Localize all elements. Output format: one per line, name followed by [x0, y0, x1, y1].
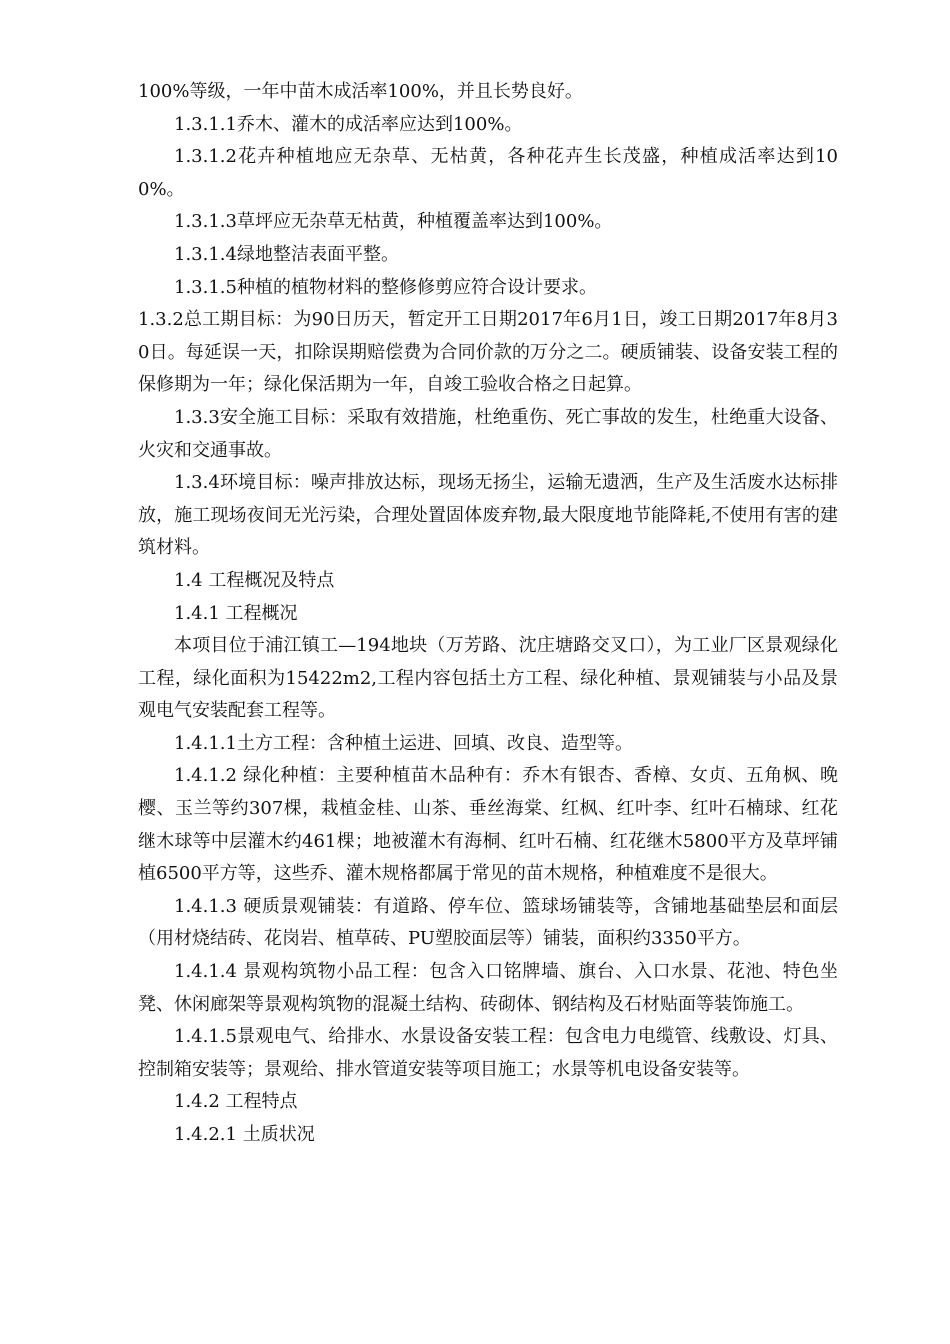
section-heading-1-4-2: 1.4.2 工程特点 [174, 1091, 298, 1113]
paragraph-1-3-3: 1.3.3安全施工目标：采取有效措施，杜绝重伤、死亡事故的发生，杜绝重大设备、火灾和交通事故。 [138, 406, 838, 461]
paragraph-1-3-1-1: 1.3.1.1乔木、灌木的成活率应达到100%。 [174, 113, 523, 135]
paragraph-1-3-1-4: 1.3.1.4绿地整洁表面平整。 [174, 243, 399, 265]
paragraph-project-overview: 本项目位于浦江镇工—194地块（万芳路、沈庄塘路交叉口），为工业厂区景观绿化工程，绿化面积为15422m2,工程内容包括土方工程、绿化种植、景观铺装与小品及景观电气安装配套工程等。 [138, 635, 838, 722]
paragraph-1-4-1-4: 1.4.1.4 景观构筑物小品工程：包含入口铭牌墙、旗台、入口水景、花池、特色坐凳、休闲廊架等景观构筑物的混凝土结构、砖砌体、钢结构及石材贴面等装饰施工。 [138, 961, 838, 1015]
document-body [138, 76, 838, 1152]
paragraph-1-3-1-3: 1.3.1.3草坪应无杂草无枯黄，种植覆盖率达到100%。 [174, 211, 613, 233]
paragraph-1-3-2: 1.3.2总工期目标：为90日历天，暂定开工日期2017年6月1日，竣工日期2017年8月30日。每延误一天，扣除误期赔偿费为合同价款的万分之二。硬质铺装、设备安装工程的保修期为一年；绿化保活期为一年，自竣工验收合格之日起算。 [138, 309, 838, 396]
paragraph-1-3-4: 1.3.4环境目标：噪声排放达标，现场无扬尘，运输无遗洒，生产及生活废水达标排放，施工现场夜间无光污染，合理处置固体废弃物,最大限度地节能降耗,不使用有害的建筑材料。 [138, 472, 838, 559]
section-heading-1-4: 1.4 工程概况及特点 [174, 569, 335, 591]
section-heading-1-4-2-1: 1.4.2.1 土质状况 [174, 1124, 315, 1145]
section-heading-1-4-1: 1.4.1 工程概况 [174, 602, 298, 624]
paragraph-1-4-1-1: 1.4.1.1土方工程：含种植土运进、回填、改良、造型等。 [174, 732, 633, 754]
paragraph-1-4-1-5: 1.4.1.5景观电气、给排水、水景设备安装工程：包含电力电缆管、线敷设、灯具、控制箱安装等；景观给、排水管道安装等项目施工；水景等机电设备安装等。 [138, 1026, 838, 1080]
paragraph-1-3-1-2: 1.3.1.2花卉种植地应无杂草、无枯黄，各种花卉生长茂盛，种植成活率达到100%。 [138, 146, 838, 200]
paragraph-1-4-1-3: 1.4.1.3 硬质景观铺装：有道路、停车位、篮球场铺装等，含铺地基础垫层和面层（用材烧结砖、花岗岩、植草砖、PU塑胶面层等）铺装，面积约3350平方。 [138, 895, 838, 950]
paragraph-continuation: 100%等级，一年中苗木成活率100%，并且长势良好。 [138, 81, 583, 102]
paragraph-1-4-1-2: 1.4.1.2 绿化种植：主要种植苗木品种有：乔木有银杏、香樟、女贞、五角枫、晚樱、玉兰等约307棵，栽植金桂、山茶、垂丝海棠、红枫、红叶李、红叶石楠球、红花继木球等中层灌木约461棵；地被灌木有海桐、红叶石楠、红花继木5800平方及草坪铺植6500平方等，这些乔、灌木规格都属于常见的苗木规格，种植难度不是很大。 [138, 765, 838, 885]
paragraph-1-3-1-5: 1.3.1.5种植的植物材料的整修修剪应符合设计要求。 [174, 276, 597, 298]
